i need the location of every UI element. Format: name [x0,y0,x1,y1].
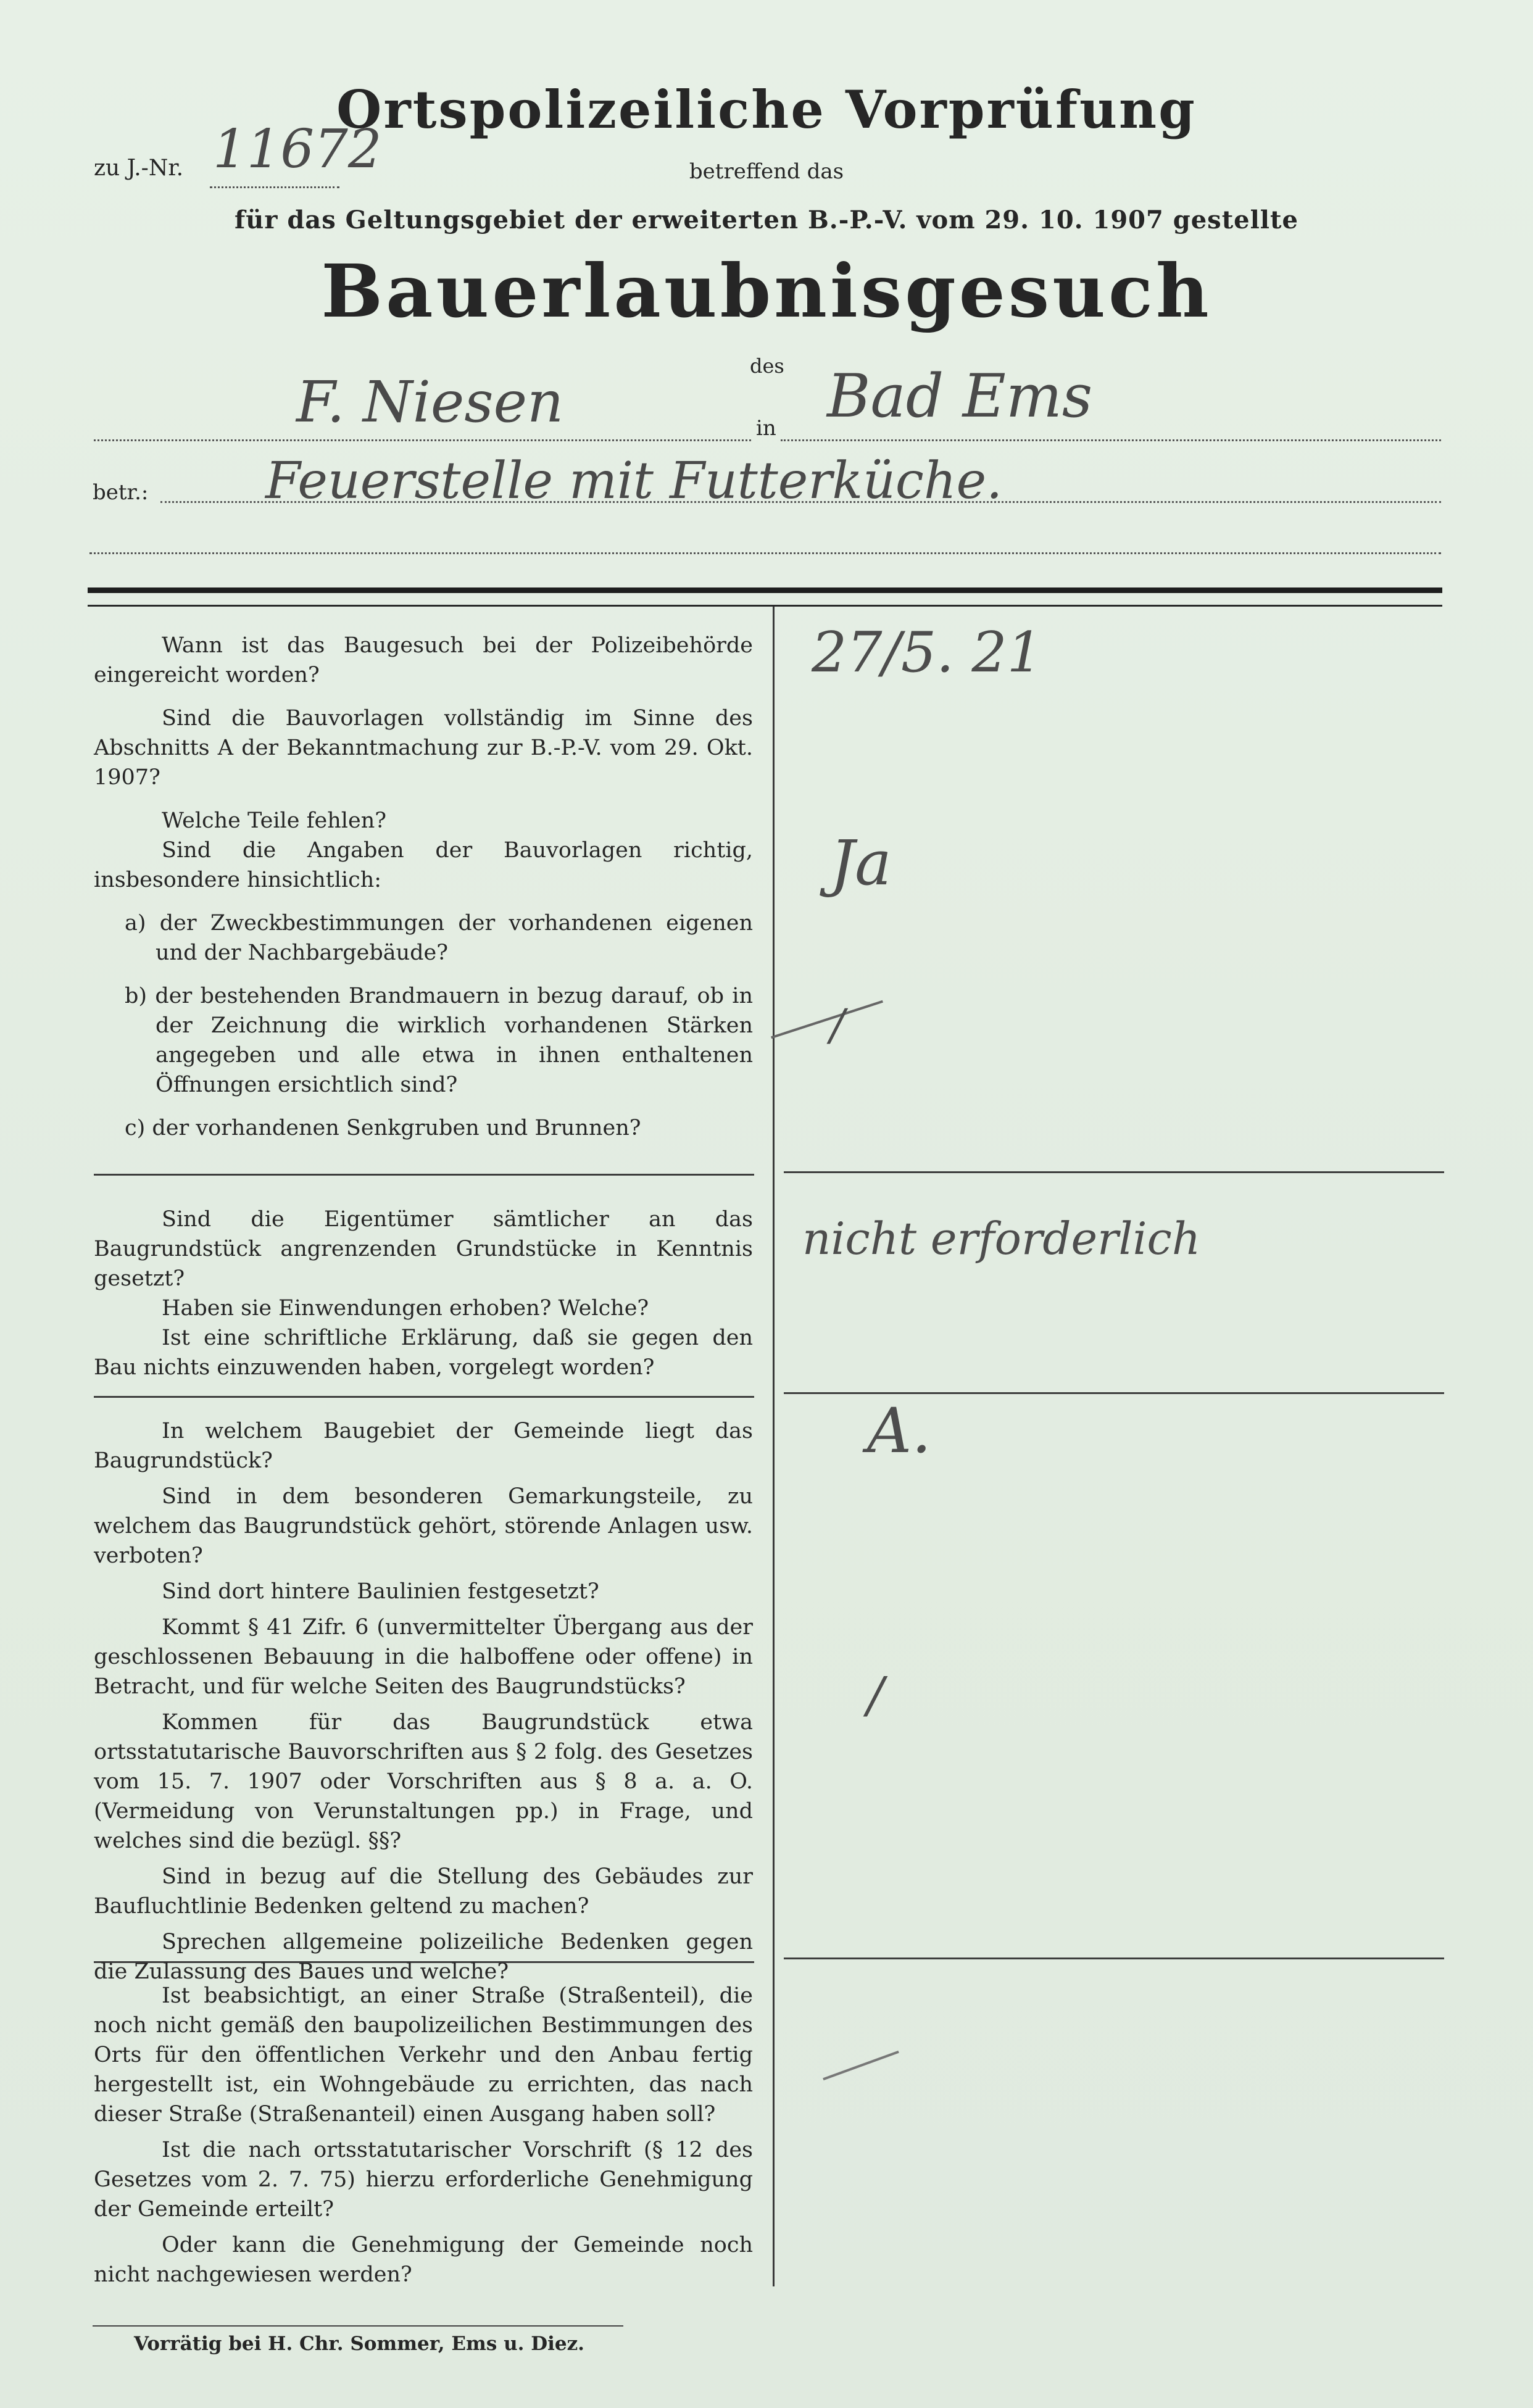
question-unfinished-street: Ist beabsichtigt, an einer Straße (Straßenteil), die noch nicht gemäß den baupolizeilichen Bestimmungen des Orts für den öffentlichen Verkehr und den Anbau fertig hergestellt ist, ein Wohngebäude zu errichten, das nach dieser Straße (Straßenanteil) einen Ausgang haben soll? [94,1983,753,2127]
question-submission-date: Wann ist das Baugesuch bei der Polizeibehörde eingereicht worden? [94,633,753,687]
question-item-c: c) der vorhandenen Senkgruben und Brunnen? [125,1116,641,1140]
question-correctness: Sind die Angaben der Bauvorlagen richtig, insbesondere hinsichtlich: [94,838,753,892]
question-item-a: a) der Zweckbestimmungen der vorhandenen eigenen und der Nachbargebäude? [125,911,753,965]
question-block-4 [94,1981,753,2290]
question-rear-building-lines: Sind dort hintere Baulinien festgesetzt? [162,1579,599,1604]
section-separator [94,1174,754,1176]
question-written-declaration: Ist eine schriftliche Erklärung, daß sie gegen den Bau nichts einzuwenden haben, vorgelegt worden? [94,1326,753,1380]
question-block-1 [94,631,753,1143]
journal-number-value: 11672 [213,118,382,180]
printer-imprint: Vorrätig bei H. Chr. Sommer, Ems u. Diez. [134,2333,584,2355]
answer-building-area: A. [867,1395,932,1467]
question-block-3 [94,1416,753,1987]
betreffend-label: betreffend das [689,159,844,184]
answer-submission-date: 27/5. 21 [812,620,1042,685]
place-line [781,439,1441,441]
question-missing-parts: Welche Teile fehlen? [162,808,386,833]
form-title: Ortspolizeiliche Vorprüfung [336,79,1197,140]
in-label: in [756,416,776,441]
answer-regulations: / [867,1666,884,1724]
header-rule-thin [88,605,1442,607]
form-subtitle: für das Geltungsgebiet der erweiterten B.-P.-V. vom 29. 10. 1907 gestellte [235,206,1298,235]
question-paragraph-41: Kommt § 41 Zifr. 6 (unvermittelter Übergang aus der geschlossenen Bebauung in die halboffene oder offene) in Betracht, und für welche Seiten des Baugrundstücks? [94,1615,753,1699]
subject-line [160,501,1441,503]
question-objections: Haben sie Einwendungen erhoben? Welche? [162,1296,649,1321]
question-completeness: Sind die Bauvorlagen vollständig im Sinne des Abschnitts A der Bekanntmachung zur B.-P.-V. vom 29. Okt. 1907? [94,706,753,790]
section-separator [784,1392,1444,1394]
question-building-area: In welchem Baugebiet der Gemeinde liegt das Baugrundstück? [94,1419,753,1473]
question-municipal-approval: Ist die nach ortsstatutarischer Vorschrift (§ 12 des Gesetzes vom 2. 7. 75) hierzu erforderliche Genehmigung der Gemeinde erteilt? [94,2138,753,2222]
main-title: Bauerlaubnisgesuch [321,248,1212,334]
journal-number-label: zu J.-Nr. [94,156,184,181]
question-alignment-concerns: Sind in bezug auf die Stellung des Gebäudes zur Baufluchtlinie Bedenken geltend zu machen? [94,1864,753,1919]
section-separator [784,1958,1444,1959]
header-rule-thick [88,587,1442,593]
section-separator [94,1396,754,1398]
betr-label: betr.: [93,480,149,505]
subject-text: Feuerstelle mit Futterküche. [265,452,1003,510]
question-local-regulations: Kommen für das Baugrundstück etwa ortsstatutarische Bauvorschriften aus § 2 folg. des Gesetzes vom 15. 7. 1907 oder Vorschriften aus § 8 a. a. O. (Vermeidung von Verunstaltungen pp.) in Frage, und welches sind die bezügl. §§? [94,1710,753,1853]
applicant-name: F. Niesen [296,369,564,435]
place-name: Bad Ems [827,362,1093,431]
subject-line-2 [89,552,1441,554]
question-neighbours-informed: Sind die Eigentümer sämtlicher an das Baugrundstück angrenzenden Grundstücke in Kenntnis gesetzt? [94,1207,753,1291]
answer-neighbours: nicht erforderlich [802,1213,1201,1264]
journal-number-line [210,186,339,188]
question-block-2 [94,1205,753,1382]
question-approval-pending: Oder kann die Genehmigung der Gemeinde noch nicht nachgewiesen werden? [94,2233,753,2287]
question-item-b: b) der bestehenden Brandmauern in bezug darauf, ob in der Zeichnung die wirklich vorhandenen Stärken angegeben und alle etwa in ihnen enthaltenen Öffnungen ersichtlich sind? [125,984,753,1097]
des-label: des [750,354,784,378]
answer-correctness: / [830,1000,845,1050]
question-general-concerns: Sprechen allgemeine polizeiliche Bedenken gegen die Zulassung des Baues und welche? [94,1930,753,1984]
column-divider [773,607,775,2286]
applicant-line [94,439,751,441]
section-separator [784,1171,1444,1173]
question-disturbing-facilities: Sind in dem besonderen Gemarkungsteile, zu welchem das Baugrundstück gehört, störende Anlagen usw. verboten? [94,1484,753,1568]
answer-completeness: Ja [830,827,892,899]
footer-rule [93,2325,623,2327]
